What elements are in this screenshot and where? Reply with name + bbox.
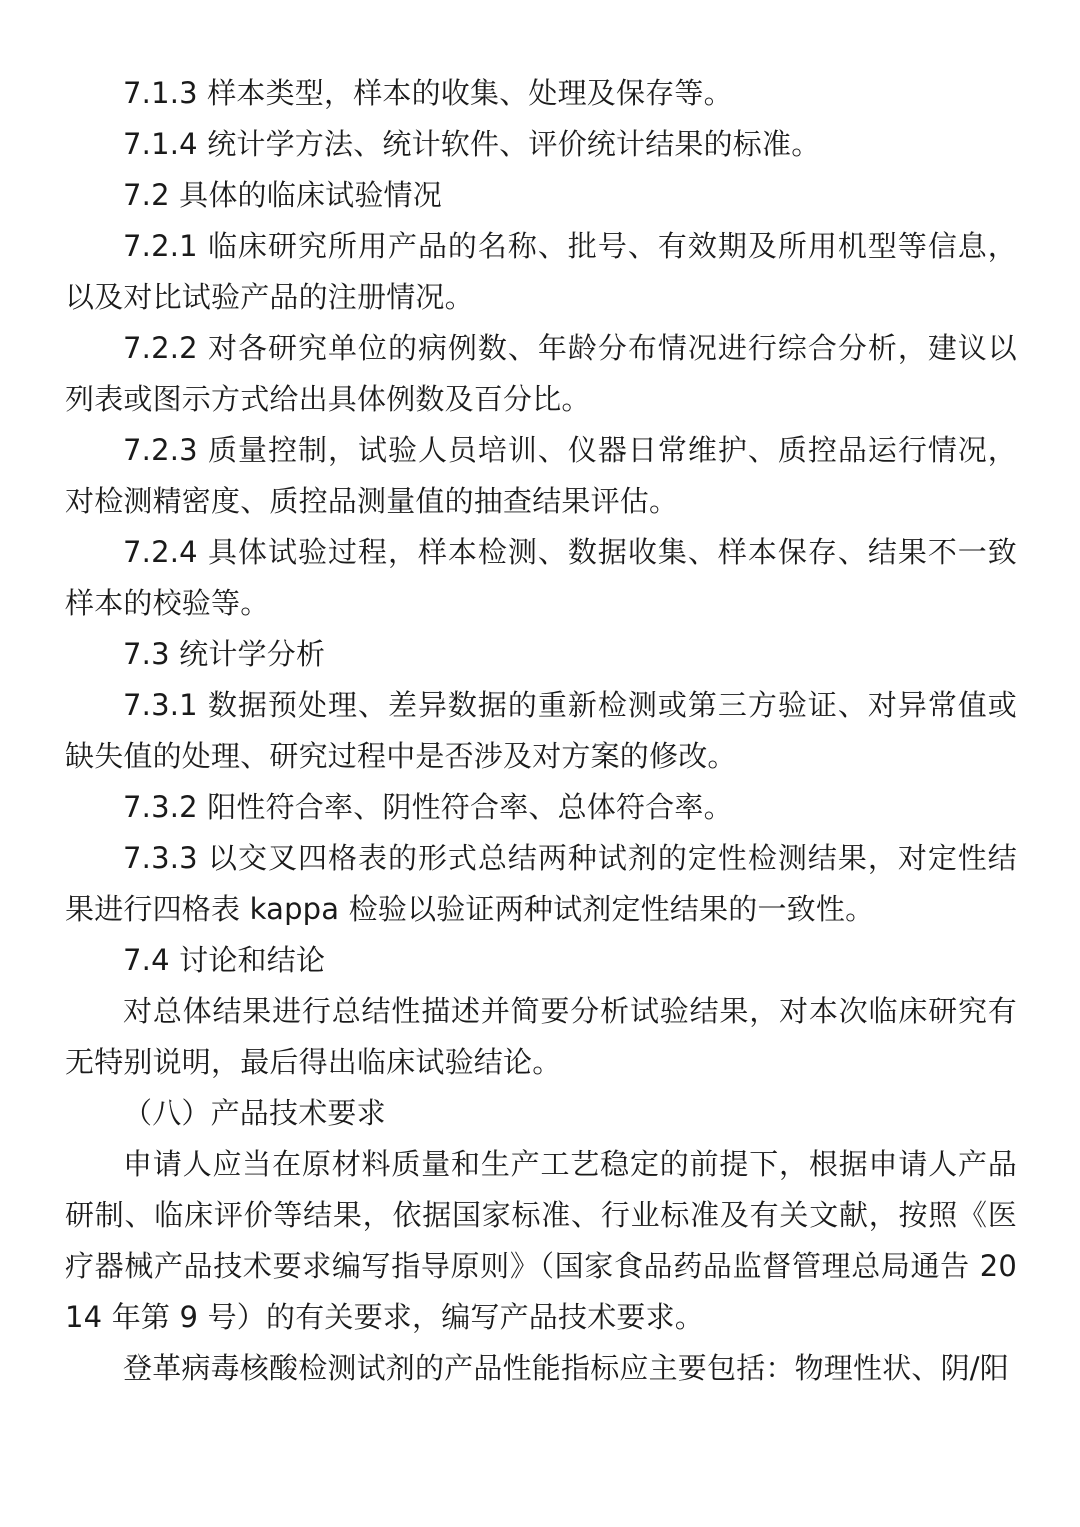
paragraph-7-2-3: 7.2.3 质量控制，试验人员培训、仪器日常维护、质控品运行情况，对检测精密度、质控品测量值的抽查结果评估。 xyxy=(65,433,1017,518)
paragraph-7-1-3: 7.1.3 样本类型，样本的收集、处理及保存等。 xyxy=(123,76,733,110)
paragraph-7-3-2: 7.3.2 阳性符合率、阴性符合率、总体符合率。 xyxy=(123,790,733,824)
paragraph-7-3-1: 7.3.1 数据预处理、差异数据的重新检测或第三方验证、对异常值或缺失值的处理、研究过程中是否涉及对方案的修改。 xyxy=(65,688,1017,773)
heading-7-3: 7.3 统计学分析 xyxy=(123,637,326,671)
paragraph-7-2-2: 7.2.2 对各研究单位的病例数、年龄分布情况进行综合分析，建议以列表或图示方式给出具体例数及百分比。 xyxy=(65,331,1017,416)
heading-7-2: 7.2 具体的临床试验情况 xyxy=(123,178,442,212)
paragraph-7-2-1: 7.2.1 临床研究所用产品的名称、批号、有效期及所用机型等信息，以及对比试验产品的注册情况。 xyxy=(65,229,1017,314)
paragraph-7-2-4: 7.2.4 具体试验过程，样本检测、数据收集、样本保存、结果不一致样本的校验等。 xyxy=(65,535,1017,620)
paragraph-7-3-3: 7.3.3 以交叉四格表的形式总结两种试剂的定性检测结果，对定性结果进行四格表 kappa 检验以验证两种试剂定性结果的一致性。 xyxy=(65,841,1017,926)
document-page xyxy=(0,68,1080,1394)
heading-section-8: （八）产品技术要求 xyxy=(123,1096,386,1130)
paragraph-conclusion: 对总体结果进行总结性描述并简要分析试验结果，对本次临床研究有无特别说明，最后得出临床试验结论。 xyxy=(65,994,1017,1079)
paragraph-performance-indicators: 登革病毒核酸检测试剂的产品性能指标应主要包括：物理性状、阴/阳 xyxy=(123,1351,1009,1385)
paragraph-7-1-4: 7.1.4 统计学方法、统计软件、评价统计结果的标准。 xyxy=(123,127,821,161)
heading-7-4: 7.4 讨论和结论 xyxy=(123,943,326,977)
paragraph-tech-requirements: 申请人应当在原材料质量和生产工艺稳定的前提下，根据申请人产品研制、临床评价等结果，依据国家标准、行业标准及有关文献，按照《医疗器械产品技术要求编写指导原则》（国家食品药品监督管理总局通告 2014 年第 9 号）的有关要求，编写产品技术要求。 xyxy=(65,1147,1017,1334)
